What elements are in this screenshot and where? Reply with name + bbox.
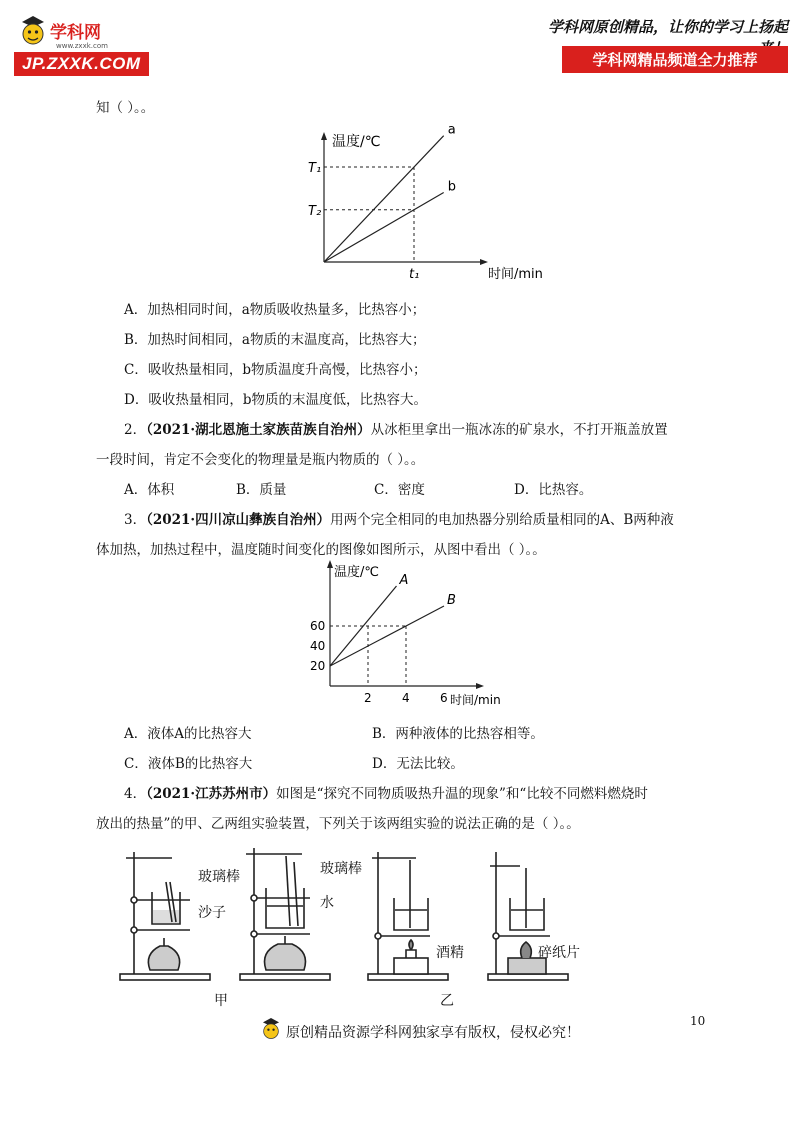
series-line-a: [324, 136, 444, 262]
y-tick-20: 20: [310, 659, 326, 673]
q3-stem-line1: [124, 510, 674, 530]
mascot-icon: [260, 1016, 282, 1042]
channel-banner: 学科网精品频道全力推荐: [562, 46, 788, 73]
x-axis-arrow: [476, 683, 484, 689]
label-glass-rod-1: 玻璃棒: [198, 869, 240, 885]
label-sand: 沙子: [198, 905, 226, 921]
q2-option-c: C．密度: [374, 482, 425, 498]
q4-number: 4．: [124, 786, 147, 802]
y-tick-T2: T₂: [308, 203, 322, 219]
x-axis-label: 时间/min: [488, 267, 543, 282]
y-tick-60: 60: [310, 619, 326, 633]
q3-option-c: C．液体B的比热容大: [124, 756, 253, 772]
label-group-yi: 乙: [440, 993, 454, 1009]
q2-option-b: B．质量: [236, 482, 287, 498]
q3-option-b: B．两种液体的比热容相等。: [372, 726, 544, 742]
q3-stem-line2: 体加热，加热过程中，温度随时间变化的图像如图所示，从图中看出（ ）。。: [96, 542, 546, 558]
label-paper-scraps: 碎纸片: [538, 945, 580, 961]
x-axis-arrow: [480, 259, 488, 265]
q4-stem-line1: [124, 784, 648, 804]
x-axis-label: 时间/min: [450, 693, 501, 707]
mascot-icon: [18, 14, 48, 48]
y-axis-label: 温度/℃: [334, 565, 379, 580]
series-line-b: [324, 193, 444, 262]
apparatus-sand-setup: [120, 852, 210, 980]
chart-q3-temperature-time: [296, 558, 526, 718]
q2-text-1: 从冰柜里拿出一瓶冰冻的矿泉水，不打开瓶盖放置: [370, 422, 668, 438]
q4-text-1: 如图是“探究不同物质吸热升温的现象”和“比较不同燃料燃烧时: [276, 786, 648, 802]
q1-option-c: C．吸收热量相同，b物质温度升高慢，比热容小；: [124, 362, 427, 378]
y-tick-T1: T₁: [308, 161, 322, 176]
chart-q1-temperature-time: [296, 122, 543, 288]
q3-option-a: A．液体A的比热容大: [124, 726, 252, 742]
q1-option-a: A．加热相同时间，a物质吸收热量多，比热容小；: [124, 302, 426, 318]
site-tag: JP.ZXXK.COM: [14, 52, 149, 76]
logo-url: www.zxxk.com: [56, 42, 108, 50]
q3-number: 3．: [124, 512, 147, 528]
q3-source: （2021·四川凉山彝族自治州）: [146, 512, 331, 528]
q2-option-d: D．比热容。: [514, 482, 593, 498]
q4-stem-line2: 放出的热量”的甲、乙两组实验装置，下列关于该两组实验的说法正确的是（ ）。。: [96, 816, 580, 832]
series-label-a: a: [447, 122, 456, 138]
q2-stem-line1: [124, 420, 668, 440]
q3-text-1: 用两个完全相同的电加热器分别给质量相同的A、B两种液: [330, 512, 674, 528]
x-tick-4: 4: [402, 691, 410, 705]
q2-stem-line2: 一段时间，肯定不会变化的物理量是瓶内物质的（ ）。。: [96, 452, 425, 468]
label-water: 水: [320, 895, 334, 911]
series-line-B: [330, 606, 444, 666]
series-label-B: B: [447, 593, 456, 608]
label-glass-rod-2: 玻璃棒: [320, 861, 362, 877]
label-group-jia: 甲: [214, 993, 228, 1009]
q2-option-a: A．体积: [124, 482, 175, 498]
q2-source: （2021·湖北恩施土家族苗族自治州）: [146, 422, 371, 438]
x-tick-t1: t₁: [409, 267, 420, 282]
site-logo[interactable]: [14, 12, 164, 74]
y-tick-40: 40: [310, 639, 326, 653]
x-tick-2: 2: [364, 691, 372, 705]
y-axis-arrow: [321, 132, 327, 140]
series-label-b: b: [447, 179, 456, 195]
y-axis-label: 温度/℃: [332, 134, 381, 150]
page-number: 10: [690, 1014, 706, 1028]
y-axis-arrow: [327, 560, 333, 568]
series-label-A: A: [399, 573, 409, 588]
q1-option-d: D．吸收热量相同，b物质的末温度低，比热容大。: [124, 392, 427, 408]
apparatus-water-setup: [240, 848, 330, 980]
q2-number: 2．: [124, 422, 147, 438]
logo-text: 学科网: [50, 23, 101, 43]
x-tick-6: 6: [440, 691, 448, 705]
footer-copyright: 原创精品资源学科网独家享有版权，侵权必究！: [286, 1025, 580, 1041]
header-slogan: 学科网原创精品，让你的学习上扬起: [547, 18, 788, 36]
q3-option-d: D．无法比较。: [372, 756, 464, 772]
q1-option-b: B．加热时间相同，a物质的末温度高，比热容大；: [124, 332, 426, 348]
q1-stem-tail: 知（ ）。。: [96, 100, 155, 116]
q4-source: （2021·江苏苏州市）: [146, 786, 277, 802]
label-alcohol: 酒精: [436, 945, 464, 961]
